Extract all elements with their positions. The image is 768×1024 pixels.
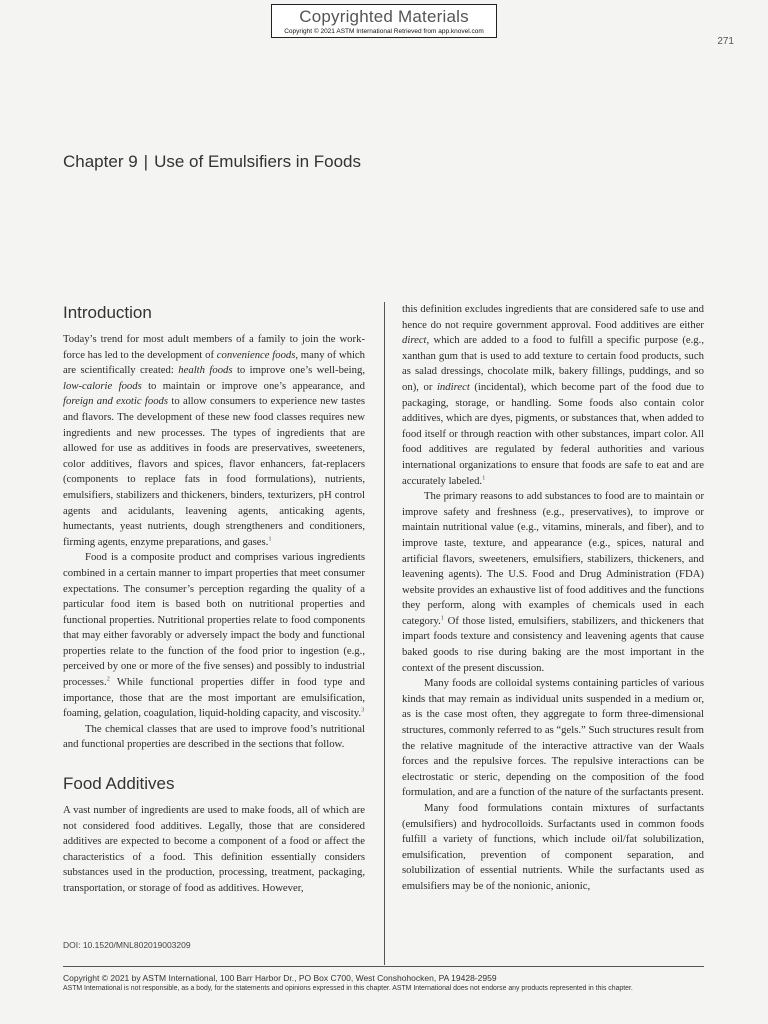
paragraph: The primary reasons to add substances to food are to maintain or improve safety and freshness (e.g., preservatives), to improve or maintain nutritional value (e.g., vitamins, minerals, and fiber), and to improve taste, texture, and appearance (e.g., spices, natural and artificial flavors, sweeteners, emulsifiers, stabilizers, thickeners, and leavening agents). The U.S. Food and Drug Administration (FDA) website provides an exhaustive list of food additives and the functions they perform, along with examples of chemicals used in each category.$^1$ Of those listed, emulsifiers, stabilizers, and thickeners that impart foods texture and consistency and leavening agents that cause baked goods to rise during baking are the most important in the context of the present discussion. — [402, 490, 704, 674]
section-heading-food-additives: Food Additives — [63, 774, 175, 794]
citation-marker: 1 — [268, 535, 272, 543]
citation-marker: 1 — [440, 614, 445, 622]
paragraph: Food is a composite product and comprises various ingredients combined in a certain manner to impart properties that meet consumer expectations. The consumer’s perception regarding the quality of a particular food item is based both on nutritional properties and functional properties. Nutritional properties relate to food components that may either favorably or adversely impact the body and functional properties relate to the function of the food prior to ingestion (e.g., perceived by one or more of the five senses) and possibly to industrial processes.$^2$ While functional properties differ in food type and importance, those that are the most important are emulsification, foaming, gelation, coagulation, liquid-holding capacity, and viscosity.$^3$ — [63, 551, 365, 720]
italic-term: low-calorie foods — [63, 379, 142, 392]
paragraph: Many foods are colloidal systems containing particles of various kinds that may remain as individual units suspended in a medium or, as is the case most often, they aggregate to form three-dimensional structures, commonly referred to as “gels.” Such structures result from the relative magnitude of the interactive attractive van der Waals forces and the repulsive forces. The repulsive interactions can be electrostatic or steric, depending on the composition of the food formulation, and are a function of the nature of the surfactants present. — [402, 677, 704, 799]
doi: DOI: 10.1520/MNL802019003209 — [63, 940, 191, 950]
footer-divider — [63, 966, 704, 967]
chapter-title — [63, 152, 361, 172]
page-number: 271 — [717, 36, 734, 47]
footer-copyright: Copyright © 2021 by ASTM International, 100 Barr Harbor Dr., PO Box C700, West Conshohocken, PA 19428-2959 — [63, 973, 497, 983]
paragraph: this definition excludes ingredients that are considered safe to use and hence do not require government approval. Food additives are either direct, which are added to a food to fulfill a specific purpose (e.g., xanthan gum that is used to add texture to certain food products, such as salad dressings, chocolate milk, bakery fillings, puddings, and so on), or indirect (incidental), which become part of the food due to packaging, storage, or handling. Some foods also contain color additives, which are dyes, pigments, or substances that, when added to food itself or through reaction with other substances, impart color. All food additives are regulated by federal authorities and various international organizations to ensure that foods are safe to eat and are accurately labeled.$^1$ — [402, 303, 704, 487]
italic-term: health foods — [178, 364, 233, 377]
left-column — [63, 302, 365, 897]
citation-marker: 1 — [482, 473, 486, 481]
section-heading-introduction: Introduction — [63, 303, 152, 322]
italic-term: indirect — [436, 380, 470, 393]
italic-term: foreign and exotic foods — [63, 395, 169, 408]
column-divider — [384, 302, 385, 965]
paragraph: The chemical classes that are used to improve food’s nutritional and functional properties are described in the sections that follow. — [63, 722, 365, 751]
paragraph: Today’s trend for most adult members of a family to join the workforce has led to the development of convenience foods, many of which are scientifically created: health foods to improve one’s well-being, low-calorie foods to maintain or improve one’s appearance, and foreign and exotic foods to allow consumers to experience new tastes and flavors. The development of these new food classes requires new ingredients and new processes. The types of ingredients that are allowed for use as additives in foods are preservatives, sweeteners, color additives, flavors and spices, flavor enhancers, fat-replacers (components to replace fats in food formulations), nutrients, emulsifiers, stabilizers and thickeners, binders, texturizers, pH control agents and acidulants, leavening agents, anticaking agents, humectants, yeast nutrients, dough strengtheners and conditioners, firming agents, enzyme preparations, and gases.$^1$ — [63, 333, 366, 548]
copyright-stamp — [271, 4, 497, 38]
page-footer — [63, 972, 723, 994]
right-column — [402, 302, 704, 895]
paragraph: A vast number of ingredients are used to make foods, all of which are not considered food additives. Legally, those that are considered additives are expected to become a component of a food or affect the characteristics of a food. This definition essentially considers substances used in the production, processing, treatment, packaging, transportation, or storage of food as additives. However, — [63, 804, 365, 894]
footer-disclaimer: ASTM International is not responsible, as a body, for the statements and opinions expressed in this chapter. ASTM International does not endorse any products represented in this chapter. — [63, 985, 633, 992]
citation-marker: 2 — [106, 675, 110, 683]
chapter-number: Chapter 9 — [63, 152, 138, 171]
chapter-name: Use of Emulsifiers in Foods — [154, 152, 361, 171]
stamp-title: Copyrighted Materials — [299, 7, 469, 26]
paragraph: Many food formulations contain mixtures of surfactants (emulsifiers) and hydrocolloids. Surfactants used in common foods fulfill a variety of functions, which include oil/fat solubilization, emulsification, prevention of component separation, and solubilization of essential nutrients. While the surfactants used as emulsifiers may be of the nonionic, anionic, — [402, 802, 704, 892]
citation-marker: 3 — [361, 706, 365, 714]
italic-term: convenience foods — [216, 348, 296, 361]
italic-term: direct — [402, 334, 427, 347]
stamp-subtitle: Copyright © 2021 ASTM International Retrieved from app.knovel.com — [284, 28, 484, 35]
chapter-separator: | — [143, 152, 149, 171]
